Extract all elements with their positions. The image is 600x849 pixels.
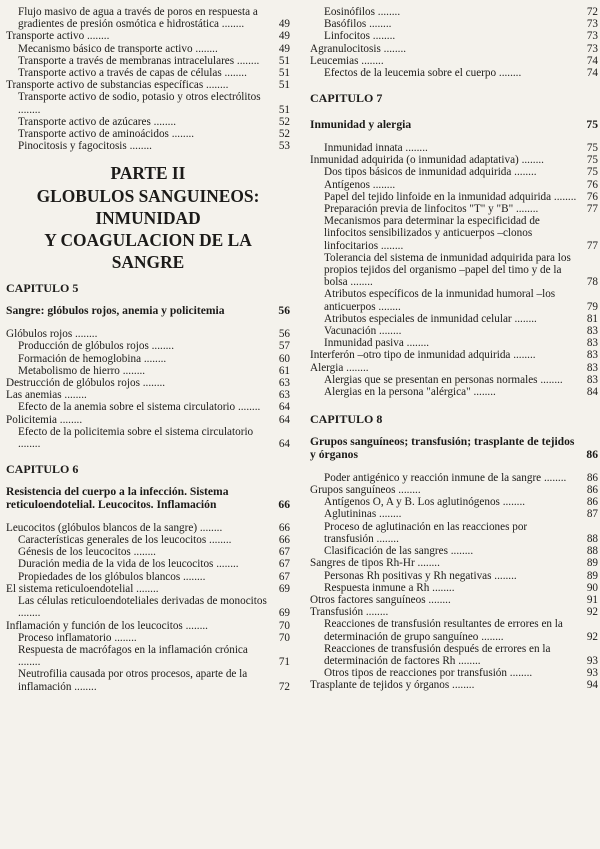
dot-leader: ........ — [447, 545, 474, 558]
toc-entry-page: 49 — [278, 18, 290, 31]
dot-leader: ........ — [192, 42, 218, 55]
dot-leader: ........ — [56, 413, 83, 426]
toc-entry — [310, 667, 598, 679]
toc-entry-title: Eosinófilos ........ — [324, 6, 401, 18]
toc-entry-page: 86 — [586, 496, 598, 509]
toc-entry-page: 67 — [278, 570, 290, 583]
dot-leader: ........ — [478, 630, 504, 643]
toc-entry — [6, 401, 290, 413]
dot-leader: ........ — [139, 377, 166, 390]
toc-entry-page: 69 — [278, 607, 290, 620]
dot-leader: ........ — [370, 178, 396, 191]
dot-leader: ........ — [496, 67, 522, 80]
chapter-title-page: 86 — [586, 448, 598, 462]
toc-entry-title: Transporte activo ........ — [6, 30, 110, 43]
toc-entry-page: 76 — [586, 178, 598, 191]
toc-entry-title: Alergias que se presentan en personas normales ........ — [324, 373, 563, 386]
part-line: GLOBULOS SANGUINEOS: — [36, 185, 260, 206]
toc-entry-title: Glóbulos rojos ........ — [6, 328, 98, 341]
toc-entry-title: Personas Rh positivas y Rh negativas ........ — [324, 569, 517, 582]
dot-leader: ........ — [219, 18, 245, 31]
toc-entry — [310, 6, 598, 18]
chapter-5-label: CAPITULO 5 — [6, 281, 79, 296]
toc-entry-page: 83 — [586, 361, 598, 374]
toc-entry-title: Interferón –otro tipo de inmunidad adquirida ........ — [310, 349, 536, 362]
toc-entry-page: 71 — [278, 656, 290, 669]
toc-entry-page: 92 — [586, 606, 598, 619]
toc-entry-title: Proceso inflamatorio ........ — [18, 631, 137, 644]
toc-entry — [310, 67, 598, 79]
dot-leader: ........ — [449, 679, 475, 692]
toc-entry-page: 64 — [278, 438, 290, 451]
toc-entry-page: 57 — [278, 340, 290, 353]
toc-entry-page: 53 — [278, 140, 290, 153]
toc-entry-page: 61 — [278, 364, 290, 377]
toc-entry-page: 73 — [586, 42, 598, 55]
part-heading — [6, 162, 290, 273]
toc-entry-title: Trasplante de tejidos y órganos ........ — [310, 679, 475, 692]
dot-leader: ........ — [491, 569, 517, 582]
part-line: Y COAGULACION DE LA — [44, 230, 252, 251]
toc-entry-title: Las anemias ........ — [6, 389, 87, 402]
toc-entry — [310, 179, 598, 191]
toc-entry-title: Flujo masivo de agua a través de poros en respuesta a gradientes de presión osmótica e hidrostática ........ — [18, 6, 258, 31]
toc-entry — [310, 484, 598, 496]
toc-entry — [310, 643, 598, 667]
dot-leader: ........ — [429, 581, 455, 594]
dot-leader: ........ — [61, 389, 87, 402]
dot-leader: ........ — [213, 558, 239, 571]
toc-entry-page: 90 — [586, 581, 598, 594]
dot-leader: ........ — [133, 582, 159, 595]
toc-entry-page: 72 — [278, 680, 290, 693]
dot-leader: ........ — [126, 140, 152, 153]
dot-leader: ........ — [551, 190, 577, 203]
toc-entry-title: Atributos especiales de inmunidad celular ........ — [324, 312, 537, 325]
toc-entry-title: Basófilos ........ — [324, 18, 392, 31]
dot-leader: ........ — [375, 300, 401, 313]
toc-entry-page: 92 — [586, 630, 598, 643]
toc-entry — [6, 389, 290, 401]
toc-entry-title: Génesis de los leucocitos ........ — [18, 546, 156, 559]
toc-entry — [6, 116, 290, 128]
dot-leader: ........ — [518, 154, 544, 167]
toc-entry-title: Transporte a través de membranas intracelulares ........ — [18, 54, 260, 67]
toc-entry-page: 66 — [278, 534, 290, 547]
dot-leader: ........ — [71, 680, 97, 693]
toc-entry-page: 51 — [278, 103, 290, 116]
toc-entry-title: Reacciones de transfusión después de errores en la determinación de factores Rh ........ — [324, 642, 551, 667]
dot-leader: ........ — [507, 667, 533, 680]
dot-leader: ........ — [370, 30, 396, 43]
chapter-title-page: 56 — [278, 304, 290, 318]
toc-entry-title: Inmunidad adquirida (o inmunidad adaptativa) ........ — [310, 154, 544, 167]
toc-entry — [310, 508, 598, 520]
toc-entry-page: 76 — [586, 190, 598, 203]
dot-leader: ........ — [366, 18, 392, 31]
toc-entry-title: Efectos de la leucemia sobre el cuerpo ........ — [324, 67, 522, 80]
toc-entry-page: 67 — [278, 546, 290, 559]
toc-entry — [310, 362, 598, 374]
toc-entry-page: 94 — [586, 679, 598, 692]
toc-entry-title: Duración media de la vida de los leucocitos ........ — [18, 558, 239, 571]
toc-entry-title: Otros tipos de reacciones por transfusión ........ — [324, 667, 533, 680]
toc-entry-page: 87 — [586, 508, 598, 521]
toc-entry — [6, 55, 290, 67]
toc-entry-title: Clasificación de las sangres ........ — [324, 545, 474, 558]
dot-leader: ........ — [148, 340, 174, 353]
chapter-title-text: Grupos sanguíneos; transfusión; trasplante de tejidos y órganos — [310, 435, 575, 462]
part-line: INMUNIDAD — [95, 207, 201, 228]
dot-leader: ........ — [72, 328, 98, 341]
toc-entry-page: 86 — [586, 484, 598, 497]
toc-entry — [6, 644, 290, 668]
toc-list-leucocitos — [310, 6, 598, 79]
toc-entry — [310, 545, 598, 557]
dot-leader: ........ — [414, 557, 440, 570]
toc-entry-title: Destrucción de glóbulos rojos ........ — [6, 377, 166, 390]
toc-entry-page: 77 — [586, 203, 598, 216]
toc-entry-title: Mecanismo básico de transporte activo ........ — [18, 42, 218, 55]
toc-entry-page: 64 — [278, 413, 290, 426]
dot-leader: ........ — [168, 128, 195, 141]
toc-entry-title: Transporte activo de azúcares ........ — [18, 115, 177, 128]
chapter-8-title — [310, 436, 598, 462]
toc-entry — [6, 128, 290, 140]
chapter-7-label: CAPITULO 7 — [310, 91, 383, 106]
toc-entry — [6, 620, 290, 632]
toc-entry-title: Pinocitosis y fagocitosis ........ — [18, 140, 152, 153]
toc-entry-page: 83 — [586, 373, 598, 386]
toc-entry-title: Neutrofilia causada por otros procesos, aparte de la inflamación ........ — [18, 668, 248, 693]
chapter-6-title — [6, 486, 290, 512]
toc-entry — [6, 340, 290, 352]
toc-entry-page: 66 — [278, 521, 290, 534]
dot-leader: ........ — [234, 54, 260, 67]
dot-leader: ........ — [18, 656, 41, 669]
toc-entry-title: Tolerancia del sistema de inmunidad adquirida para los propios tejidos del organismo –papel del timo y de la bolsa ........ — [324, 251, 571, 289]
dot-leader: ........ — [511, 166, 537, 179]
toc-entry — [6, 558, 290, 570]
chapter-title-text: Resistencia del cuerpo a la infección. Sistema reticuloendotelial. Leucocitos. Inflamación — [6, 485, 229, 512]
toc-entry — [310, 496, 598, 508]
toc-entry — [6, 414, 290, 426]
dot-leader: ........ — [511, 312, 537, 325]
dot-leader: ........ — [141, 352, 167, 365]
toc-entry — [310, 30, 598, 42]
toc-entry-title: Características generales de los leucocitos ........ — [18, 534, 232, 547]
toc-entry-page: 75 — [586, 142, 598, 155]
toc-entry — [6, 43, 290, 55]
toc-entry — [310, 18, 598, 30]
dot-leader: ........ — [541, 471, 567, 484]
dot-leader: ........ — [470, 386, 496, 399]
toc-entry-page: 73 — [586, 18, 598, 31]
toc-entry-page: 74 — [586, 54, 598, 67]
toc-entry-title: Antígenos O, A y B. Los aglutinógenos ........ — [324, 496, 526, 509]
part-line: PARTE II — [110, 163, 186, 184]
toc-entry-title: Atributos específicos de la inmunidad humoral –los anticuerpos ........ — [324, 288, 556, 313]
toc-entry-page: 89 — [586, 557, 598, 570]
toc-entry-page: 83 — [586, 349, 598, 362]
toc-entry-page: 56 — [278, 328, 290, 341]
toc-entry-page: 51 — [278, 79, 290, 92]
dot-leader: ........ — [513, 203, 539, 216]
toc-entry — [6, 583, 290, 595]
toc-entry-page: 49 — [278, 30, 290, 43]
toc-entry — [310, 43, 598, 55]
toc-entry-title: Linfocitos ........ — [324, 30, 396, 43]
toc-list-chapter-6 — [6, 522, 290, 693]
toc-entry-title: Papel del tejido linfoide en la inmunidad adquirida ........ — [324, 190, 577, 203]
toc-entry-title: Poder antigénico y reacción inmune de la sangre ........ — [324, 471, 567, 484]
toc-entry — [6, 353, 290, 365]
toc-entry — [6, 632, 290, 644]
toc-entry-title: Sangres de tipos Rh-Hr ........ — [310, 557, 440, 570]
toc-entry-title: Mecanismos para determinar la especificidad de linfocitos sensibilizados y anticuerpos –clonos linfocitarios ........ — [324, 215, 540, 252]
dot-leader: ........ — [203, 79, 229, 92]
chapter-5-title — [6, 305, 290, 318]
toc-entry-title: Leucemias ........ — [310, 54, 384, 67]
toc-entry-page: 81 — [586, 312, 598, 325]
toc-entry — [6, 668, 290, 692]
toc-entry — [6, 30, 290, 42]
toc-entry-page: 49 — [278, 42, 290, 55]
toc-entry-page: 89 — [586, 569, 598, 582]
toc-entry-title: Antígenos ........ — [324, 178, 396, 191]
chapter-7-title — [310, 119, 598, 132]
toc-entry-page: 63 — [278, 389, 290, 402]
toc-entry — [6, 426, 290, 450]
dot-leader: ........ — [499, 496, 526, 509]
toc-entry-title: Inmunidad innata ........ — [324, 142, 428, 155]
toc-entry-page: 73 — [586, 30, 598, 43]
toc-entry-page: 64 — [278, 401, 290, 414]
toc-entry-page: 70 — [278, 631, 290, 644]
toc-entry-page: 70 — [278, 619, 290, 632]
toc-entry — [6, 546, 290, 558]
toc-entry-title: Inflamación y función de los leucocitos ........ — [6, 619, 208, 632]
dot-leader: ........ — [376, 325, 402, 338]
toc-entry-title: Transfusión ........ — [310, 606, 389, 619]
chapter-6-label: CAPITULO 6 — [6, 462, 79, 477]
toc-entry-page: 88 — [586, 545, 598, 558]
toc-entry — [6, 6, 290, 30]
dot-leader: ........ — [374, 6, 401, 18]
toc-entry — [310, 557, 598, 569]
toc-entry — [310, 203, 598, 215]
dot-leader: ........ — [84, 30, 110, 43]
chapter-title-text: Sangre: glóbulos rojos, anemia y policitemia — [6, 304, 225, 318]
toc-entry-title: Propiedades de los glóbulos blancos ........ — [18, 570, 206, 583]
toc-entry — [310, 252, 598, 289]
toc-entry — [310, 325, 598, 337]
dot-leader: ........ — [455, 654, 481, 667]
dot-leader: ........ — [373, 532, 399, 545]
toc-entry — [310, 618, 598, 642]
toc-list-chapter-5 — [6, 328, 290, 450]
toc-entry-page: 91 — [586, 593, 598, 606]
dot-leader: ........ — [18, 607, 41, 620]
dot-leader: ........ — [119, 364, 146, 377]
dot-leader: ........ — [111, 631, 137, 644]
toc-entry — [6, 140, 290, 152]
toc-entry — [6, 534, 290, 546]
toc-entry-title: Transporte activo a través de capas de células ........ — [18, 67, 247, 80]
toc-entry-title: Respuesta de macrófagos en la inflamación crónica ........ — [18, 643, 248, 669]
dot-leader: ........ — [130, 546, 156, 559]
toc-entry-page: 52 — [278, 128, 290, 141]
toc-entry-title: Proceso de aglutinación en las reacciones por transfusión ........ — [324, 520, 528, 545]
toc-entry-page: 63 — [278, 377, 290, 390]
dot-leader: ........ — [425, 593, 451, 606]
dot-leader: ........ — [235, 401, 261, 414]
left-column — [6, 6, 290, 693]
toc-entry-title: Otros factores sanguíneos ........ — [310, 593, 451, 606]
dot-leader: ........ — [197, 521, 223, 534]
toc-entry-title: Alergias en la persona "alérgica" ........ — [324, 386, 496, 399]
dot-leader: ........ — [363, 606, 389, 619]
toc-entry — [310, 374, 598, 386]
toc-entry-title: El sistema reticuloendotelial ........ — [6, 582, 159, 595]
chapter-title-page: 66 — [278, 498, 290, 512]
toc-entry — [310, 166, 598, 178]
chapter-title-text: Inmunidad y alergia — [310, 118, 412, 132]
dot-leader: ........ — [378, 239, 404, 252]
toc-entry-title: Dos tipos básicos de inmunidad adquirida ........ — [324, 166, 537, 179]
toc-entry-title: Las células reticuloendoteliales derivadas de monocitos ........ — [18, 595, 267, 620]
toc-list-chapter-7 — [310, 142, 598, 398]
toc-entry-page: 77 — [586, 239, 598, 252]
toc-entry — [6, 522, 290, 534]
toc-entry-page: 75 — [586, 154, 598, 167]
toc-entry-page: 88 — [586, 532, 598, 545]
toc-entry-title: Transporte activo de substancias específicas ........ — [6, 79, 229, 92]
toc-entry — [310, 386, 598, 398]
toc-entry-title: Formación de hemoglobina ........ — [18, 352, 167, 365]
part-line: SANGRE — [111, 252, 185, 273]
toc-entry — [310, 337, 598, 349]
toc-entry — [310, 594, 598, 606]
dot-leader: ........ — [206, 534, 232, 547]
dot-leader: ........ — [182, 619, 208, 632]
toc-entry-page: 69 — [278, 582, 290, 595]
toc-entry-title: Metabolismo de hierro ........ — [18, 364, 146, 377]
dot-leader: ........ — [537, 373, 563, 386]
right-column — [310, 6, 598, 692]
toc-entry-title: Policitemia ........ — [6, 413, 83, 426]
toc-entry — [310, 288, 598, 312]
toc-entry — [310, 154, 598, 166]
toc-entry-title: Producción de glóbulos rojos ........ — [18, 340, 174, 353]
toc-entry — [6, 377, 290, 389]
dot-leader: ........ — [403, 337, 430, 350]
toc-entry — [310, 521, 598, 545]
toc-entry — [6, 328, 290, 340]
toc-entry-page: 83 — [586, 325, 598, 338]
toc-entry-page: 84 — [586, 386, 598, 399]
toc-entry-title: Transporte activo de sodio, potasio y otros electrólitos ........ — [18, 91, 261, 116]
toc-entry — [310, 191, 598, 203]
toc-list-chapter-8 — [310, 472, 598, 692]
dot-leader: ........ — [376, 508, 402, 521]
toc-entry — [310, 570, 598, 582]
dot-leader: ........ — [150, 115, 177, 128]
toc-entry-title: Alergia ........ — [310, 361, 369, 374]
toc-entry-page: 75 — [586, 166, 598, 179]
toc-entry — [310, 472, 598, 484]
toc-entry-page: 86 — [586, 471, 598, 484]
chapter-8-label: CAPITULO 8 — [310, 412, 383, 427]
toc-entry-title: Efecto de la policitemia sobre el sistema circulatorio ........ — [18, 425, 254, 451]
toc-entry-title: Reacciones de transfusión resultantes de errores en la determinación de grupo sanguíneo ........ — [324, 618, 563, 643]
toc-entry-page: 74 — [586, 67, 598, 80]
toc-entry-title: Aglutininas ........ — [324, 508, 402, 521]
toc-entry-page: 93 — [586, 667, 598, 680]
toc-entry — [310, 349, 598, 361]
toc-entry — [6, 79, 290, 91]
dot-leader: ........ — [221, 67, 247, 80]
toc-entry — [6, 91, 290, 115]
toc-entry-page: 83 — [586, 337, 598, 350]
toc-entry — [310, 582, 598, 594]
toc-entry-page: 67 — [278, 558, 290, 571]
dot-leader: ........ — [395, 484, 421, 497]
toc-entry-title: Efecto de la anemia sobre el sistema circulatorio ........ — [18, 401, 261, 414]
dot-leader: ........ — [343, 361, 369, 374]
toc-entry — [310, 313, 598, 325]
toc-entry-page: 52 — [278, 115, 290, 128]
chapter-title-page: 75 — [586, 118, 598, 132]
toc-entry-page: 72 — [586, 6, 598, 18]
dot-leader: ........ — [180, 570, 206, 583]
dot-leader: ........ — [402, 142, 428, 155]
toc-entry — [6, 365, 290, 377]
toc-entry-title: Agranulocitosis ........ — [310, 42, 407, 55]
toc-entry-title: Respuesta inmune a Rh ........ — [324, 581, 455, 594]
toc-entry-title: Grupos sanguíneos ........ — [310, 484, 421, 497]
toc-entry-page: 51 — [278, 67, 290, 80]
toc-entry-page: 93 — [586, 654, 598, 667]
toc-entry-page: 60 — [278, 352, 290, 365]
toc-entry-title: Leucocitos (glóbulos blancos de la sangre) ........ — [6, 521, 223, 534]
toc-entry-page: 79 — [586, 300, 598, 313]
toc-entry-title: Vacunación ........ — [324, 325, 402, 338]
dot-leader: ........ — [380, 42, 407, 55]
toc-entry — [310, 679, 598, 691]
toc-list-transport — [6, 6, 290, 152]
dot-leader: ........ — [18, 438, 41, 451]
dot-leader: ........ — [510, 349, 536, 362]
toc-entry-title: Transporte activo de aminoácidos ........ — [18, 128, 195, 141]
toc-entry — [6, 67, 290, 79]
toc-entry-title: Preparación previa de linfocitos "T" y "B" ........ — [324, 203, 539, 216]
toc-entry — [310, 215, 598, 252]
toc-entry-page: 78 — [586, 276, 598, 289]
toc-entry-page: 51 — [278, 54, 290, 67]
toc-entry — [310, 606, 598, 618]
toc-entry — [310, 55, 598, 67]
dot-leader: ........ — [347, 276, 373, 289]
dot-leader: ........ — [18, 103, 41, 116]
dot-leader: ........ — [358, 54, 384, 67]
toc-entry — [310, 142, 598, 154]
toc-entry-title: Inmunidad pasiva ........ — [324, 337, 430, 350]
toc-entry — [6, 595, 290, 619]
toc-entry — [6, 571, 290, 583]
